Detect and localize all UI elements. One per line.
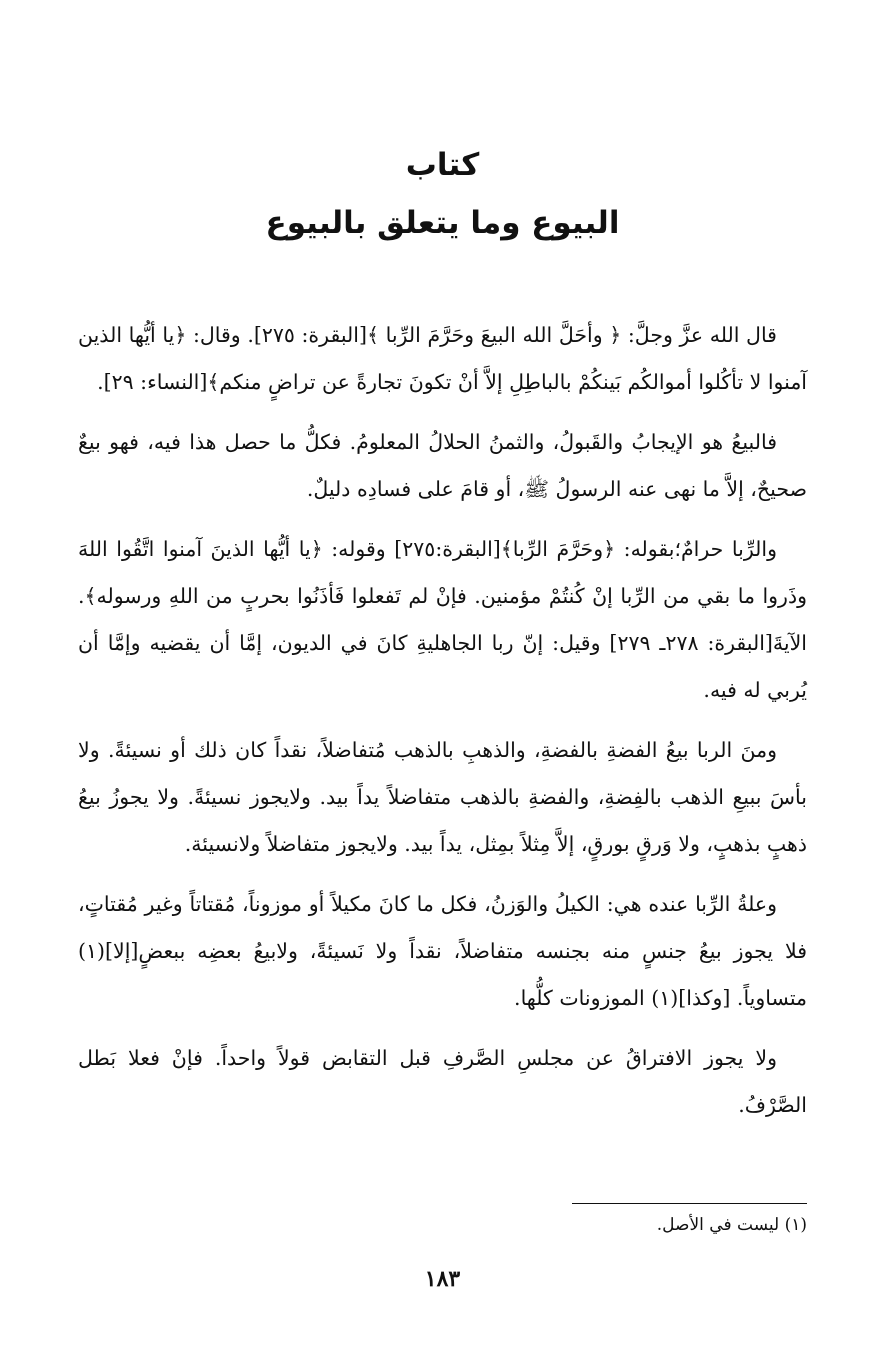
- footnote-divider: [572, 1203, 807, 1204]
- paragraph-6: ولا يجوز الافتراقُ عن مجلسِ الصَّرفِ قبل التقابض قولاً واحداً. فإنْ فعلا بَطل الصَّرْفُ.: [78, 1046, 807, 1117]
- page-number: ١٨٣: [424, 1266, 461, 1292]
- footnote: (١) ليست في الأصل.: [656, 1215, 807, 1235]
- paragraph-5: وعلةُ الرِّبا عنده هي: الكيلُ والوَزنُ، فكل ما كانَ مكيلاً أو موزوناً، مُقتاتاً وغير مُقتاتٍ، فلا يجوز بيعُ جنسٍ منه بجنسه متفاضلاً، نقداً ولا نَسيئةً، ولابيعُ بعضِه ببعضٍ[إلا](١) متساوياً. [وكذا](١) الموزونات كلُّها.: [78, 892, 807, 1010]
- chapter-title: [0, 136, 885, 252]
- chapter-title-line-2: البيوع وما يتعلق بالبيوع: [265, 205, 620, 241]
- paragraph-2: فالبيعُ هو الإيجابُ والقَبولُ، والثمنُ الحلالُ المعلومُ. فكلُّ ما حصل هذا فيه، فهو بيعٌ صحيحٌ، إلاَّ ما نهى عنه الرسولُ ﷺ، أو قامَ على فسادِه دليلٌ.: [78, 430, 807, 501]
- paragraph-3: والرِّبا حرامٌ؛بقوله: ﴿وحَرَّمَ الرِّبا﴾[البقرة:٢٧٥] وقوله: ﴿يا أيُّها الذينَ آمنوا اتَّقُوا اللهَ وذَروا ما بقي من الرِّبا إنْ كُنتُمْ مؤمنين. فإنْ لم تَفعلوا فَأذَنُوا بحربٍ من اللهِ ورسوله﴾. الآيةَ[البقرة: ٢٧٨ـ ٢٧٩] وقيل: إنّ ربا الجاهليةِ كانَ في الديون، إمَّا أن يقضيه وإمَّا أن يُربي له فيه.: [78, 537, 807, 702]
- paragraph-4: ومنَ الربا بيعُ الفضةِ بالفضةِ، والذهبِ بالذهب مُتفاضلاً، نقداً كان ذلك أو نسيئةً. ولا بأسَ ببيعِ الذهب بالفِضةِ، والفضةِ بالذهب متفاضلاً يداً بيد. ولايجوز نسيئةً. ولا يجوزُ بيعُ ذهبٍ بذهبٍ، ولا وَرقٍ بورقٍ، إلاَّ مِثلاً بمِثل، يداً بيد. ولايجوز متفاضلاً ولانسيئة.: [78, 738, 807, 856]
- paragraph-1: قال الله عزَّ وجلَّ: ﴿ وأحَلَّ الله البيعَ وحَرَّمَ الرِّبا ﴾[البقرة: ٢٧٥]. وقال: ﴿يا أيُّها الذين آمنوا لا تأكُلوا أموالكُم بَينكُمْ بالباطِلِ إلاَّ أنْ تكونَ تجارةً عن تراضٍ منكم﴾[النساء: ٢٩].: [78, 323, 807, 394]
- chapter-title-line-1: كتاب: [405, 147, 480, 183]
- body-text: [78, 312, 807, 1142]
